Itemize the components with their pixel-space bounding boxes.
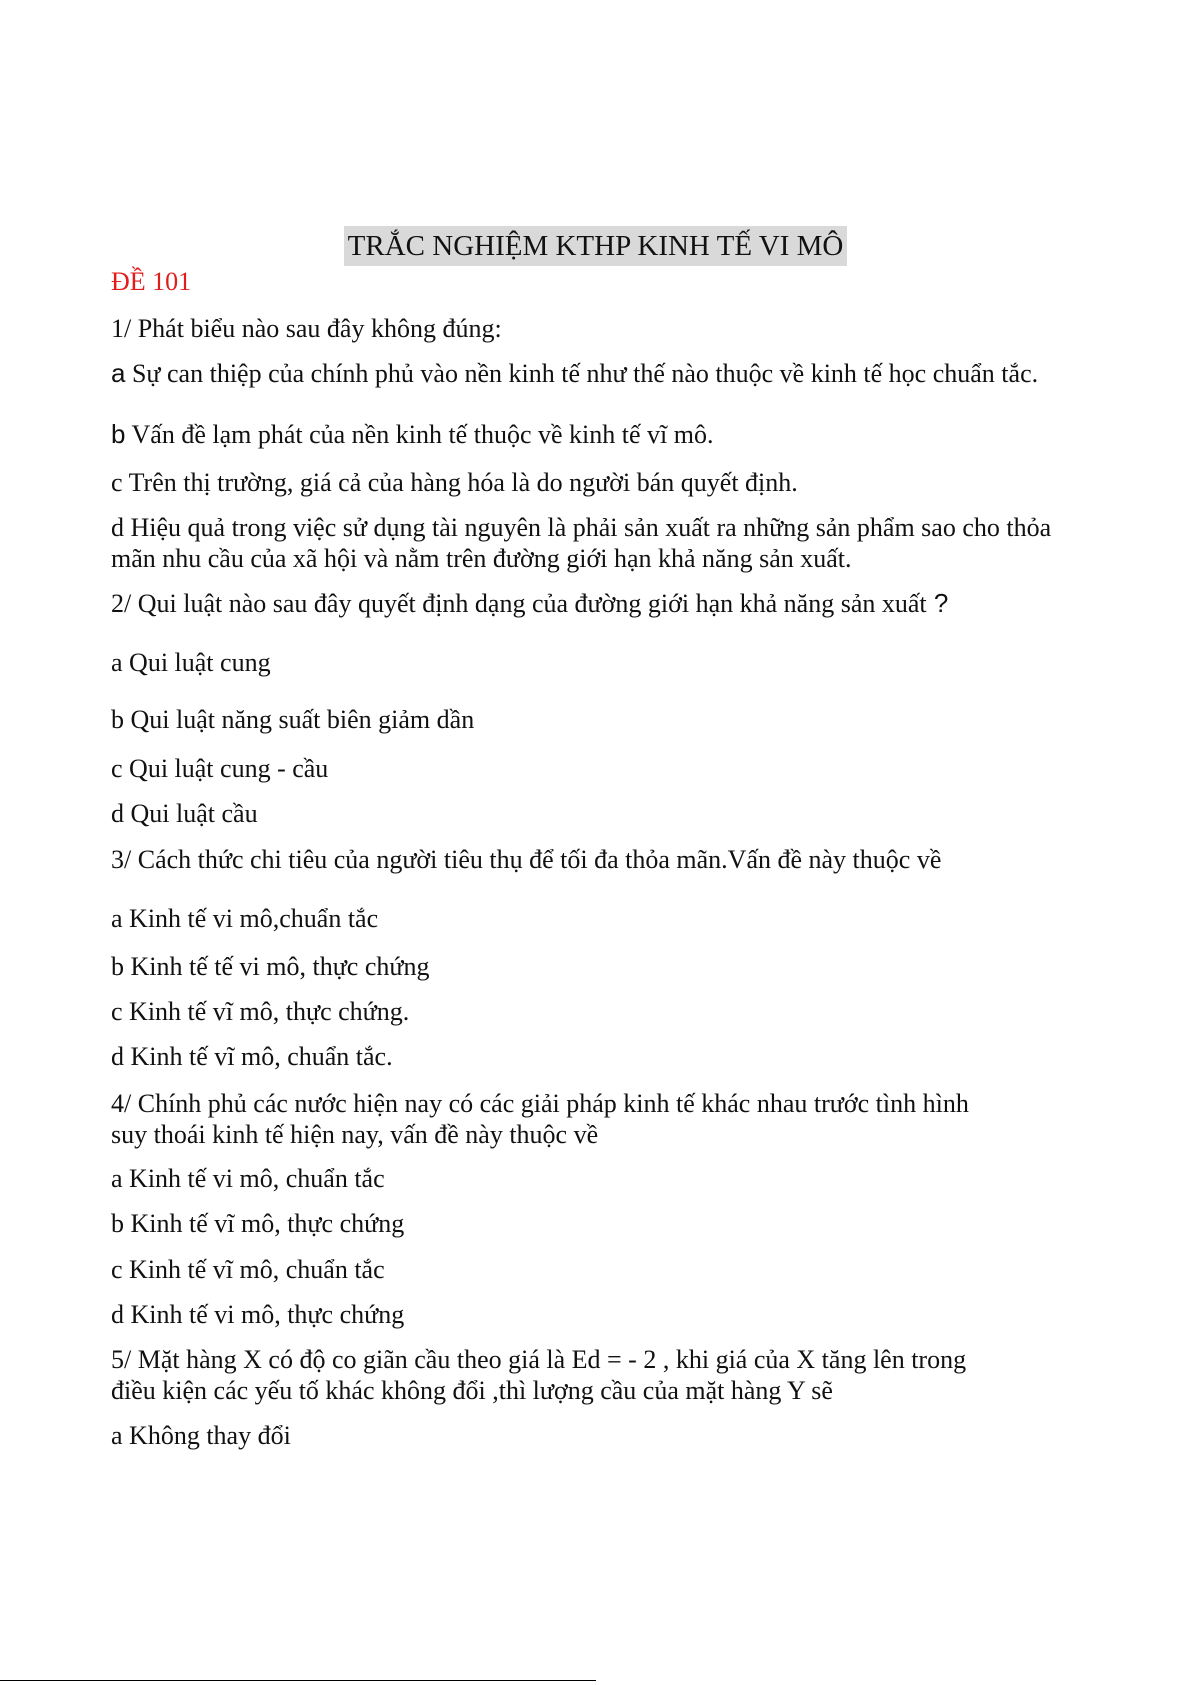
q2-option-c: c Qui luật cung - cầu <box>111 754 329 783</box>
question-2 <box>111 587 948 620</box>
question-5-line1: 5/ Mặt hàng X có độ co giãn cầu theo giá là Ed = - 2 , khi giá của X tăng lên trong <box>111 1345 967 1374</box>
q3-option-d: d Kinh tế vĩ mô, chuẩn tắc. <box>111 1042 393 1071</box>
q5-option-a: a Không thay đổi <box>111 1421 291 1450</box>
q1-option-a-letter: a <box>111 358 126 388</box>
document-title-wrapper <box>0 226 1191 266</box>
exam-code: ĐỀ 101 <box>111 267 192 296</box>
question-4-line2: suy thoái kinh tế hiện nay, vấn đề này thuộc về <box>111 1120 599 1149</box>
q4-option-b: b Kinh tế vĩ mô, thực chứng <box>111 1209 405 1238</box>
q1-option-d-line2: mãn nhu cầu của xã hội và nằm trên đường giới hạn khả năng sản xuất. <box>111 544 852 573</box>
q3-option-b: b Kinh tế tế vi mô, thực chứng <box>111 952 430 981</box>
q4-option-c: c Kinh tế vĩ mô, chuẩn tắc <box>111 1255 385 1284</box>
q1-option-a <box>111 357 1038 390</box>
question-5-line2: điều kiện các yếu tố khác không đổi ,thì lượng cầu của mặt hàng Y sẽ <box>111 1376 833 1405</box>
q3-option-a: a Kinh tế vi mô,chuẩn tắc <box>111 904 379 933</box>
question-3: 3/ Cách thức chi tiêu của người tiêu thụ để tối đa thỏa mãn.Vấn đề này thuộc về <box>111 845 942 874</box>
question-1: 1/ Phát biểu nào sau đây không đúng: <box>111 314 502 343</box>
q4-option-d: d Kinh tế vi mô, thực chứng <box>111 1300 405 1329</box>
q4-option-a: a Kinh tế vi mô, chuẩn tắc <box>111 1164 385 1193</box>
q1-option-c: c Trên thị trường, giá cả của hàng hóa là do người bán quyết định. <box>111 468 798 497</box>
q1-option-b <box>111 418 713 451</box>
q1-option-b-letter: b <box>111 419 126 449</box>
q2-option-a: a Qui luật cung <box>111 648 271 677</box>
q2-option-d: d Qui luật cầu <box>111 799 258 828</box>
q1-option-b-text: Vấn đề lạm phát của nền kinh tế thuộc về kinh tế vĩ mô. <box>125 420 714 449</box>
q1-option-d-line1: d Hiệu quả trong việc sử dụng tài nguyên là phải sản xuất ra những sản phẩm sao cho thỏa <box>111 513 1052 542</box>
q3-option-c: c Kinh tế vĩ mô, thực chứng. <box>111 997 410 1026</box>
q1-option-a-text: Sự can thiệp của chính phủ vào nền kinh tế như thế nào thuộc về kinh tế học chuẩn tắc. <box>125 359 1039 388</box>
footer-rule <box>0 1680 596 1681</box>
q2-option-b: b Qui luật năng suất biên giảm dần <box>111 705 475 734</box>
question-2-text: 2/ Qui luật nào sau đây quyết định dạng của đường giới hạn khả năng sản xuất <box>111 589 927 618</box>
question-4-line1: 4/ Chính phủ các nước hiện nay có các giải pháp kinh tế khác nhau trước tình hình <box>111 1089 969 1118</box>
document-title: TRẮC NGHIỆM KTHP KINH TẾ VI MÔ <box>344 226 848 266</box>
question-2-mark: ? <box>926 588 949 618</box>
